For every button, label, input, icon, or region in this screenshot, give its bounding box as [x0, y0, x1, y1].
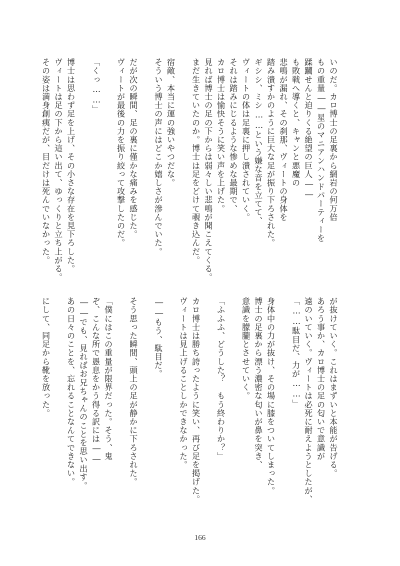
text-column: 身体中の力が抜け、その場に膝をついてしまった。: [266, 297, 277, 495]
text-column: その姿は満身創痍だが、目だけは死んでいなかった。: [41, 58, 52, 265]
text-column: [228, 297, 241, 537]
text-column: 「くっ……」: [91, 58, 102, 114]
lower-text-block: [41, 297, 340, 537]
text-column: あの日々のことを、忘れることなんてできない。: [66, 297, 77, 487]
text-column: カロ博士は勝ち誇ったように笑い、再び足を掲げた。: [191, 297, 202, 504]
text-column: [115, 297, 128, 537]
text-column: 「ふふふ、どうした？ もう終わりか？」: [216, 297, 227, 461]
text-column: [203, 297, 216, 537]
text-column: ヴィートの体は足裏に押し潰されていく。: [241, 58, 252, 222]
text-column: カロ博士は愉快そうに笑い声を上げた。: [216, 58, 227, 213]
text-column: まだ生きていたのか。博士は足をどけて覗き込んだ。: [191, 58, 202, 265]
text-column: 意識を朦朧とさせていく。: [241, 297, 252, 401]
text-column: も敗戦へ導くと、キャンと悪魔の: [291, 58, 302, 187]
text-column: [140, 58, 153, 298]
text-column: 悲鳴が漏れ、その刹那、ヴィートの身体を: [279, 58, 289, 222]
text-column: ぞ、こんな所で愚息をかう得る訳には――: [91, 297, 102, 465]
text-column: [278, 297, 291, 537]
text-column: 宿敵、本当に運の強いやつだな。: [166, 58, 177, 187]
text-column: [140, 297, 153, 537]
text-column: ――でも、見ればお兄ちゃんのことを思い出す。: [79, 297, 89, 490]
text-column: [165, 297, 178, 537]
text-column: だが次の瞬間、足の裏に僅かな痛みを感じた。: [129, 58, 139, 239]
text-column: にして、同足から靴を放った。: [41, 297, 52, 418]
text-column: [103, 58, 116, 298]
text-column: ヴィートは見上げることしかできなかった。: [179, 297, 189, 469]
text-column: [178, 58, 191, 298]
text-column: それは踏みにじるような惨めな最期で、: [229, 58, 239, 213]
text-column: ギシシ、ミシ……という嫌な音を立てて、: [254, 58, 264, 226]
page-number: 166: [194, 533, 206, 542]
text-column: 博士は思わず足を上げ、その小さな存在を見下ろした。: [66, 58, 77, 273]
text-column: 見れば博士の足の下からは弱々しい悲鳴が聞こえてくる。: [204, 58, 214, 282]
text-column: もの重量――星のマニアンハンドパーティーを: [316, 58, 327, 243]
text-column: そういう博士の声にはどこか嬉しさが滲んでいた。: [154, 58, 164, 256]
text-column: ヴィートが最後の力を振り絞って攻撃したのだ。: [116, 58, 127, 248]
text-column: いのだ。カロ博士の足裏から網岩の何万倍: [329, 58, 339, 222]
text-column: 踏み潰すかのように巨大な足が振り下ろされた。: [266, 58, 277, 248]
text-column: 「……駄目だ、力が……」: [291, 297, 302, 408]
text-column: 遠のいていく。ヴィートは必死に耐えようとしたが、: [304, 297, 314, 504]
text-column: が抜けていく。これはまずいと本能が告げる。: [329, 297, 339, 478]
text-column: ――もう、駄目だ。: [154, 297, 164, 379]
text-column: [53, 297, 66, 537]
text-column: 「僕にはこの重量が限界だった。そう、鬼: [104, 297, 114, 461]
text-column: [78, 58, 91, 298]
upper-text-block: [41, 58, 340, 298]
text-column: そう思った瞬間、頭上の足が静かに下ろされた。: [129, 297, 139, 487]
text-column: ヴィートは足の下から這い出て、ゆっくりと立ち上がる。: [54, 58, 64, 282]
text-column: 蹂躙せんと迫りくる絶望の巨人――: [304, 58, 314, 200]
text-column: あろう事か、カロ博士の足の匂いで意識が: [316, 297, 327, 461]
text-column: 博士の足裏から漂う濃密な匂いが鼻を突き、: [254, 297, 264, 469]
